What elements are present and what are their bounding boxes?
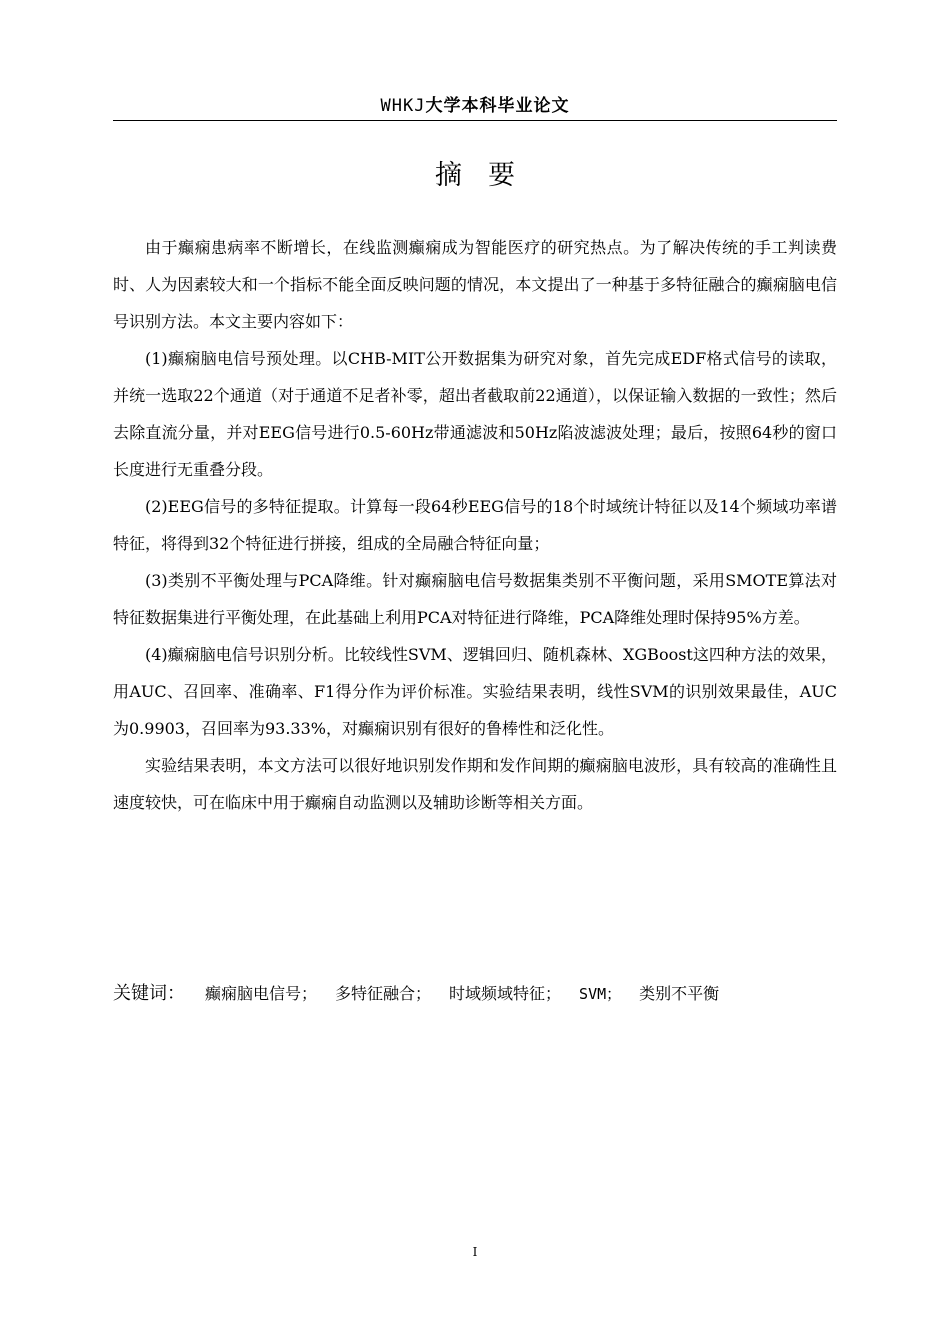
abstract-paragraph: 由于癫痫患病率不断增长，在线监测癫痫成为智能医疗的研究热点。为了解决传统的手工判读费时、人为因素较大和一个指标不能全面反映问题的情况，本文提出了一种基于多特征融合的癫痫脑电信号识别方法。本文主要内容如下： xyxy=(113,238,837,331)
keyword-item: 时域频域特征； xyxy=(449,984,562,1003)
abstract-paragraph: 实验结果表明，本文方法可以很好地识别发作期和发作间期的癫痫脑电波形，具有较高的准确性且速度较快，可在临床中用于癫痫自动监测以及辅助诊断等相关方面。 xyxy=(113,756,837,812)
abstract-title: 摘要 xyxy=(435,160,541,191)
keyword-item: 类别不平衡 xyxy=(639,984,720,1003)
header-title: 大学本科毕业论文 xyxy=(425,96,570,116)
keyword-item: 癫痫脑电信号； xyxy=(205,984,318,1003)
keywords xyxy=(113,978,837,1010)
page-header xyxy=(113,94,837,121)
abstract-paragraph: (1)癫痫脑电信号预处理。以CHB-MIT公开数据集为研究对象，首先完成EDF格式信号的读取，并统一选取22个通道（对于通道不足者补零，超出者截取前22通道），以保证输入数据的一致性；然后去除直流分量，并对EEG信号进行0.5-60Hz带通滤波和50Hz陷波滤波处理；最后，按照64秒的窗口长度进行无重叠分段。 xyxy=(113,349,837,479)
keywords-label: 关键词： xyxy=(113,983,185,1004)
keyword-item: 多特征融合； xyxy=(335,984,432,1003)
abstract-paragraph: (3)类别不平衡处理与PCA降维。针对癫痫脑电信号数据集类别不平衡问题，采用SMOTE算法对特征数据集进行平衡处理，在此基础上利用PCA对特征进行降维，PCA降维处理时保持95%方差。 xyxy=(113,571,837,627)
header-school-code: WHKJ xyxy=(380,96,426,116)
page-number: I xyxy=(472,1245,478,1259)
abstract-paragraph: (4)癫痫脑电信号识别分析。比较线性SVM、逻辑回归、随机森林、XGBoost这四种方法的效果，用AUC、召回率、准确率、F1得分作为评价标准。实验结果表明，线性SVM的识别效果最佳，AUC为0.9903，召回率为93.33%，对癫痫识别有很好的鲁棒性和泛化性。 xyxy=(113,645,837,738)
abstract-paragraph: (2)EEG信号的多特征提取。计算每一段64秒EEG信号的18个时域统计特征以及14个频域功率谱特征，将得到32个特征进行拼接，组成的全局融合特征向量； xyxy=(113,497,837,553)
keyword-item: SVM； xyxy=(579,985,622,1003)
abstract-body xyxy=(113,229,837,821)
